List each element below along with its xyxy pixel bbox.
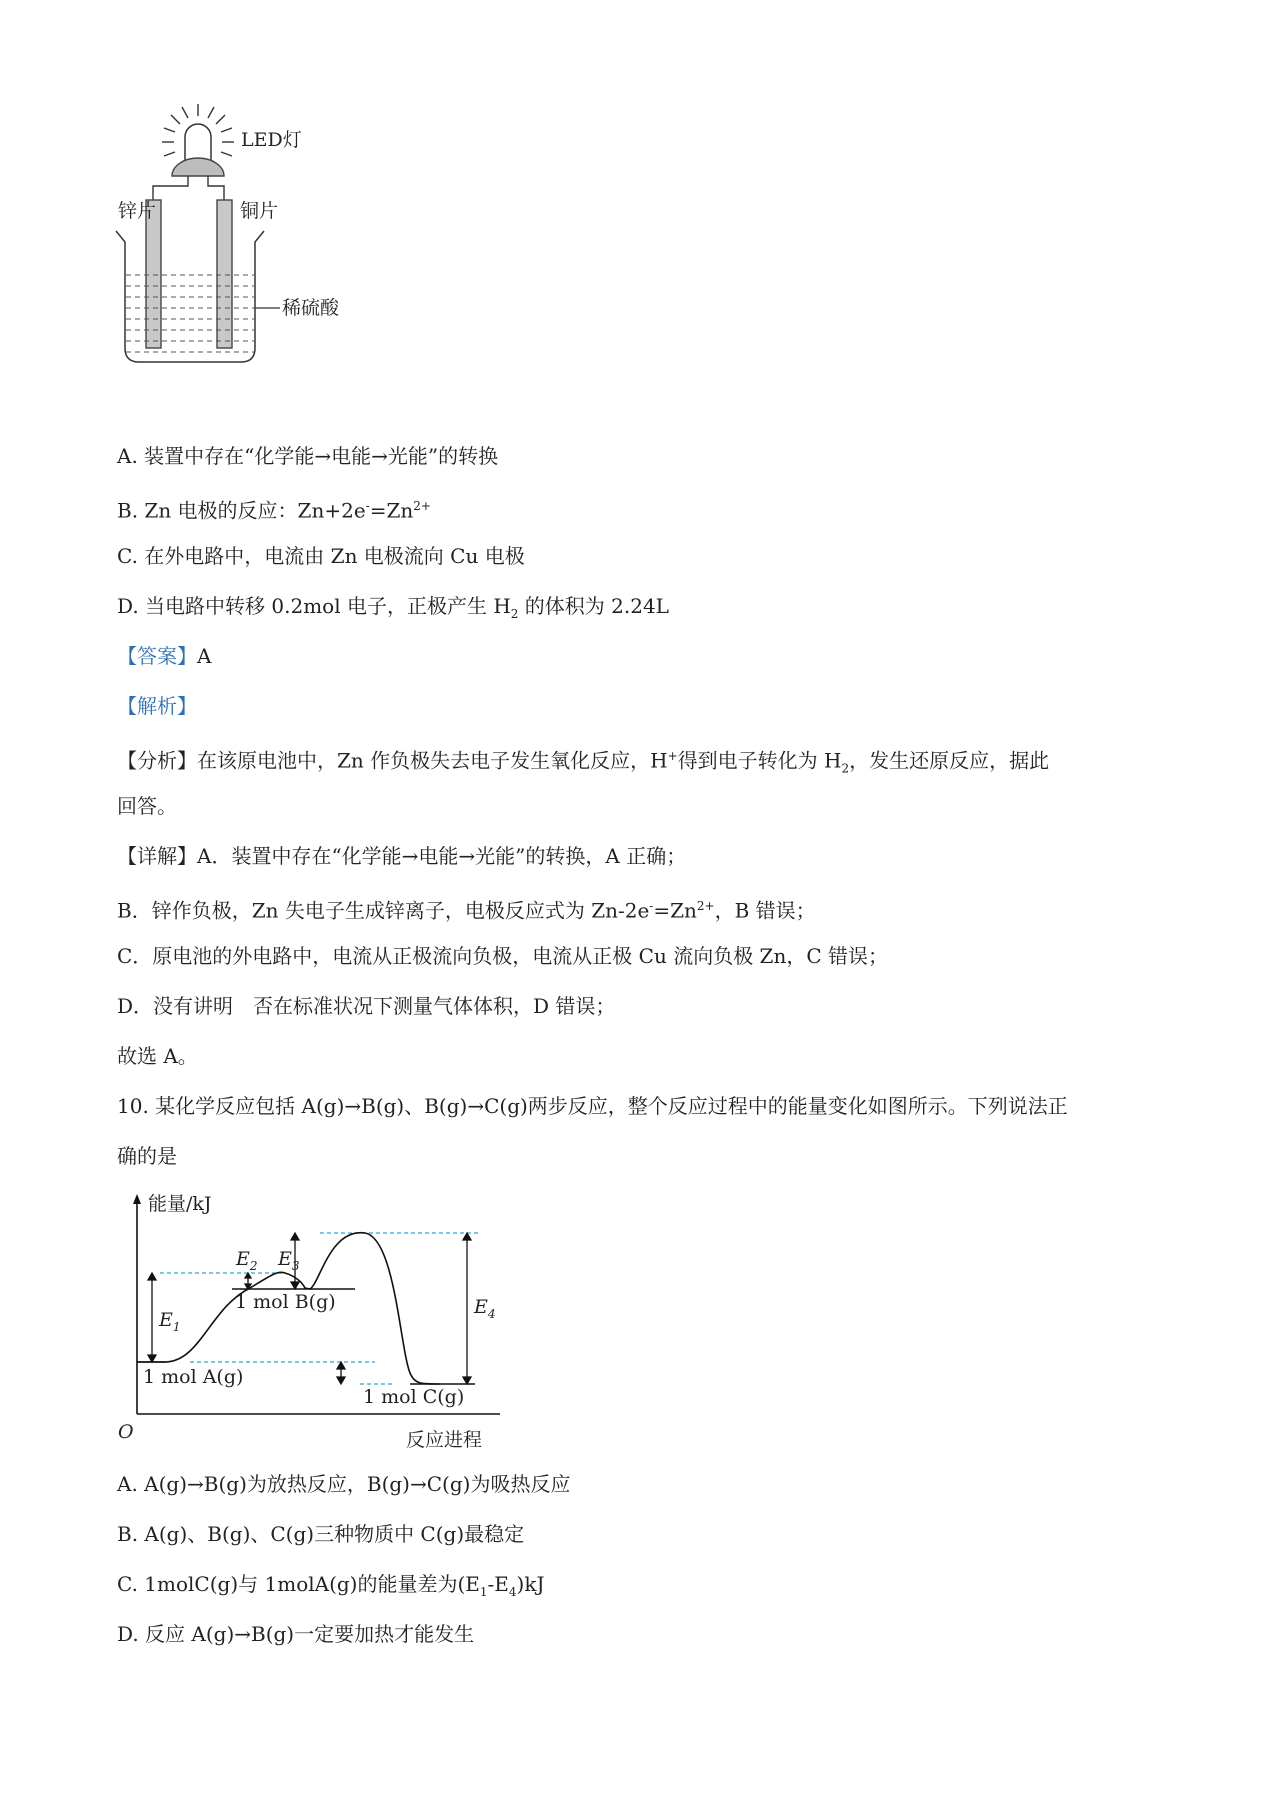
zinc-electrode	[146, 200, 161, 348]
q10-option-b: B. A(g)、B(g)、C(g)三种物质中 C(g)最稳定	[117, 1522, 525, 1546]
x-axis-label: 反应进程	[406, 1429, 483, 1451]
fenxi-line-2: 回答。	[117, 794, 177, 818]
analysis-line	[117, 692, 197, 720]
energy-diagram	[110, 1188, 510, 1458]
c-label: 1 mol C(g)	[363, 1386, 465, 1408]
e4-label: $E_4$	[474, 1296, 496, 1321]
acid-label: 稀硫酸	[282, 297, 340, 319]
dilute-acid-solution	[126, 275, 254, 352]
y-axis-label: 能量/kJ	[148, 1193, 212, 1215]
detail-d: D．没有讲明 否在标准状况下测量气体体积，D 错误；	[117, 994, 616, 1018]
q9-option-c: C. 在外电路中，电流由 Zn 电极流向 Cu 电极	[117, 544, 525, 568]
q10-option-a: A. A(g)→B(g)为放热反应，B(g)→C(g)为吸热反应	[117, 1472, 571, 1496]
copper-electrode	[217, 200, 232, 348]
conclusion: 故选 A。	[117, 1044, 198, 1068]
led-label: LED灯	[241, 129, 302, 151]
led-bulb	[172, 124, 224, 176]
a-c-difference-arrow	[337, 1362, 345, 1384]
y-axis-arrow	[133, 1194, 141, 1204]
copper-label: 铜片	[240, 200, 279, 222]
q9-option-b: B. Zn 电极的反应：$Zn+2e^-=Zn^{2+}$	[117, 498, 431, 523]
q9-option-a: A. 装置中存在“化学能→电能→光能”的转换	[117, 444, 499, 468]
q9-option-d: D. 当电路中转移 0.2mol 电子，正极产生 $H_2$ 的体积为 2.24L	[117, 594, 669, 621]
analysis-tag: 【解析】	[117, 694, 197, 718]
detail-c: C．原电池的外电路中，电流从正极流向负极，电流从正极 Cu 流向负极 Zn，C 错误；	[117, 944, 888, 968]
origin-label: O	[118, 1421, 134, 1443]
q10-option-c: C. 1molC(g)与 1molA(g)的能量差为$(E_1-E_4)kJ$	[117, 1572, 545, 1599]
q10-stem-line-1: 10. 某化学反应包括 A(g)→B(g)、B(g)→C(g)两步反应，整个反应过程中的能量变化如图所示。下列说法正	[117, 1094, 1068, 1118]
q10-stem-line-2: 确的是	[117, 1144, 177, 1168]
detail-b: B．锌作负极，Zn 失电子生成锌离子，电极反应式为 $Zn-2e^-=Zn^{2+}$，B 错误；	[117, 898, 816, 923]
e1-arrow	[148, 1273, 156, 1362]
circuit-wires	[153, 176, 224, 200]
e2-arrow	[245, 1273, 251, 1289]
a-label: 1 mol A(g)	[143, 1366, 244, 1388]
e3-label: $E_3$	[278, 1248, 300, 1273]
answer-value: A	[197, 644, 212, 668]
zinc-label: 锌片	[118, 200, 157, 222]
answer-tag: 【答案】	[117, 644, 197, 668]
fenxi-line-1: 【分析】在该原电池中，Zn 作负极失去电子发生氧化反应，H+得到电子转化为 $H_2$，发生还原反应，据此	[117, 748, 1050, 776]
q10-option-d: D. 反应 A(g)→B(g)一定要加热才能发生	[117, 1622, 475, 1646]
galvanic-cell-figure	[110, 100, 410, 430]
detail-a: 【详解】A．装置中存在“化学能→电能→光能”的转换，A 正确；	[117, 844, 687, 868]
b-label: 1 mol B(g)	[235, 1291, 336, 1313]
e4-arrow	[463, 1233, 471, 1384]
e2-label: $E_2$	[236, 1248, 258, 1273]
e1-label: $E_1$	[159, 1309, 181, 1334]
answer-line	[117, 642, 211, 670]
